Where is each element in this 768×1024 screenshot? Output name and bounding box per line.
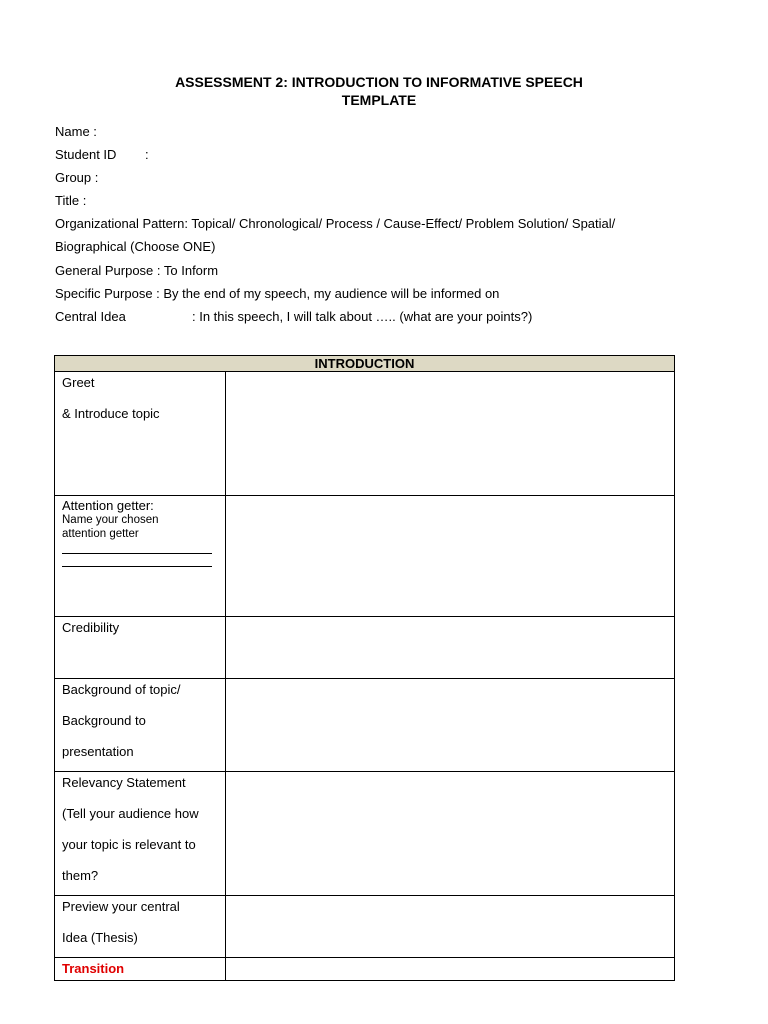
attention-getter-note-1: Name your chosen [62, 514, 159, 526]
greet-answer-cell[interactable] [226, 372, 675, 496]
document-title [0, 73, 758, 109]
background-label-line-2: Background to [62, 713, 146, 728]
table-row-background [55, 679, 675, 772]
preview-label-line-1: Preview your central [62, 899, 180, 914]
attention-getter-note-2: attention getter [62, 528, 139, 540]
transition-label: Transition [62, 961, 125, 976]
organizational-pattern-text: Organizational Pattern: Topical/ Chronological/ Process / Cause-Effect/ Problem Solution/ Spatial/ [55, 216, 616, 231]
relevancy-label-cell [55, 772, 226, 896]
title-label: Title : [55, 193, 87, 208]
table-row-preview [55, 896, 675, 958]
table-row-transition [55, 958, 675, 981]
attention-getter-blank-line-1[interactable] [62, 541, 212, 554]
background-label-line-3: presentation [62, 744, 134, 759]
general-purpose-field [55, 262, 218, 279]
table-row-credibility [55, 617, 675, 679]
credibility-answer-cell[interactable] [226, 617, 675, 679]
table-row-relevancy [55, 772, 675, 896]
specific-purpose-text: Specific Purpose : By the end of my speech, my audience will be informed on [55, 286, 500, 301]
central-idea-label: Central Idea [55, 309, 126, 324]
relevancy-label-line-1: Relevancy Statement [62, 775, 186, 790]
attention-getter-blank-line-2[interactable] [62, 554, 212, 567]
transition-label-cell [55, 958, 226, 981]
introduce-topic-label: & Introduce topic [62, 406, 160, 421]
transition-answer-cell[interactable] [226, 958, 675, 981]
group-label: Group : [55, 170, 99, 185]
organizational-pattern-line-2 [55, 238, 215, 255]
student-id-colon: : [145, 147, 149, 162]
attention-getter-label: Attention getter: [62, 498, 154, 513]
specific-purpose-field [55, 285, 499, 302]
background-label-cell [55, 679, 226, 772]
central-idea-value: : In this speech, I will talk about ….. (what are your points?) [192, 309, 533, 324]
attention-getter-label-cell [55, 496, 226, 617]
relevancy-answer-cell[interactable] [226, 772, 675, 896]
greet-label: Greet [62, 375, 95, 390]
credibility-label-cell [55, 617, 226, 679]
attention-getter-answer-cell[interactable] [226, 496, 675, 617]
central-idea-field [55, 308, 532, 325]
preview-label-cell [55, 896, 226, 958]
name-field [55, 123, 97, 140]
name-label: Name : [55, 124, 97, 139]
student-id-field [55, 146, 149, 163]
group-field [55, 169, 98, 186]
title-field [55, 192, 86, 209]
relevancy-label-line-4: them? [62, 868, 99, 883]
greet-label-cell [55, 372, 226, 496]
introduction-table [54, 355, 675, 981]
background-label-line-1: Background of topic/ [62, 682, 181, 697]
general-purpose-text: General Purpose : To Inform [55, 263, 219, 278]
organizational-pattern-choice: Biographical (Choose ONE) [55, 239, 216, 254]
title-line-1: ASSESSMENT 2: INTRODUCTION TO INFORMATIVE SPEECH [175, 74, 583, 90]
preview-answer-cell[interactable] [226, 896, 675, 958]
credibility-label: Credibility [62, 620, 120, 635]
relevancy-label-line-2: (Tell your audience how [62, 806, 199, 821]
relevancy-label-line-3: your topic is relevant to [62, 837, 196, 852]
organizational-pattern-line-1 [55, 215, 615, 232]
background-answer-cell[interactable] [226, 679, 675, 772]
introduction-header: INTRODUCTION [55, 356, 675, 372]
table-row-attention-getter [55, 496, 675, 617]
table-row-greet [55, 372, 675, 496]
preview-label-line-2: Idea (Thesis) [62, 930, 138, 945]
title-line-2: TEMPLATE [341, 92, 417, 108]
student-id-label: Student ID [55, 147, 117, 162]
